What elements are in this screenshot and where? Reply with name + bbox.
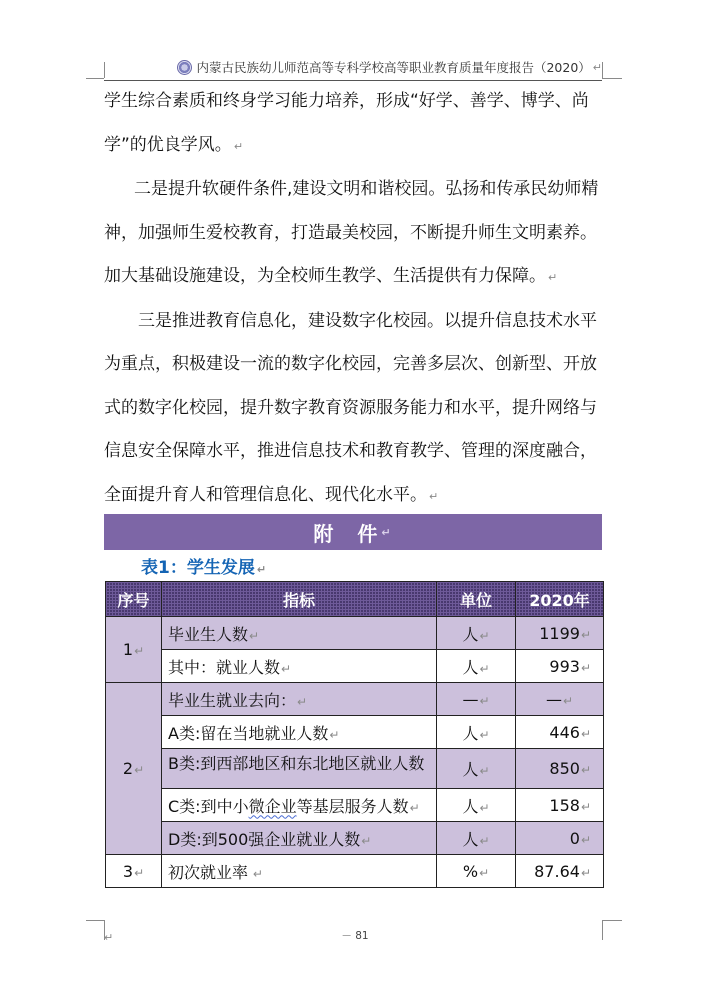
seq-cell: 2↵ (106, 683, 162, 855)
crop-mark-top-left (86, 78, 104, 79)
text-line: 二是提升软硬件条件,建设文明和谐校园。弘扬和传承民幼师精 (134, 179, 599, 199)
indicator-cell: C类:到中小微企业等基层服务人数↵ (162, 789, 437, 822)
table-row (106, 855, 604, 888)
table-row (106, 749, 604, 789)
table-header-row (106, 582, 604, 617)
unit-cell: 人↵ (437, 650, 516, 683)
col-header-indicator: 指标 (162, 582, 437, 617)
footer-mark: ↵ (104, 931, 114, 944)
table-row (106, 789, 604, 822)
indicator-cell: 毕业生人数↵ (162, 617, 437, 650)
crop-mark-bottom-right (602, 920, 622, 921)
spellcheck-underline: 微企业 (248, 796, 297, 816)
value-cell: 158↵ (516, 789, 604, 822)
body-text (104, 80, 604, 518)
school-logo-icon (177, 60, 192, 75)
col-header-seq: 序号 (106, 582, 162, 617)
text-line: 神，加强师生爱校教育，打造最美校园，不断提升师生文明素养。 (104, 222, 597, 243)
indicator-cell: B类:到西部地区和东北地区就业人数 (162, 749, 437, 789)
paragraph-mark: ↵ (592, 60, 602, 74)
crop-mark-top-right (602, 78, 622, 79)
unit-cell: —↵ (437, 683, 516, 716)
seq-cell: 3↵ (106, 855, 162, 888)
crop-mark-top-right (602, 62, 603, 78)
text-line: 为重点，积极建设一流的数字化校园，完善多层次、创新型、开放 (104, 354, 597, 374)
unit-cell: 人↵ (437, 716, 516, 749)
value-cell: 87.64↵ (516, 855, 604, 888)
text-line: 学生综合素质和终身学习能力培养，形成“好学、善学、博学、尚 (104, 91, 589, 111)
crop-mark-bottom-left (86, 920, 104, 921)
appendix-banner: 附 件 ↵ (104, 514, 602, 550)
student-development-table (105, 581, 604, 888)
unit-cell: 人↵ (437, 749, 516, 789)
page-header (104, 58, 602, 76)
text-line: 学”的优良学风。 ↵ (104, 134, 244, 155)
seq-cell: 1↵ (106, 617, 162, 683)
indicator-cell: 毕业生就业去向：↵ (162, 683, 437, 716)
value-cell: 0↵ (516, 822, 604, 855)
text-line: 加大基础设施建设，为全校师生教学、生活提供有力保障。 ↵ (104, 266, 558, 286)
header-title: 内蒙古民族幼儿师范高等专科学校高等职业教育质量年度报告（2020） (196, 60, 591, 75)
value-cell: —↵ (516, 683, 604, 716)
table-row (106, 716, 604, 749)
table-row (106, 650, 604, 683)
value-cell: 850↵ (516, 749, 604, 789)
text-line: 信息安全保障水平，推进信息技术和教育教学、管理的深度融合， (104, 441, 597, 461)
value-cell: 993↵ (516, 650, 604, 683)
text-line: 三是推进教育信息化，建设数字化校园。以提升信息技术水平 (138, 310, 597, 331)
value-cell: 446↵ (516, 716, 604, 749)
table-row (106, 683, 604, 716)
indicator-cell: D类:到500强企业就业人数↵ (162, 822, 437, 855)
page-number: － 81 (341, 930, 369, 942)
col-header-unit: 单位 (437, 582, 516, 617)
text-line: 式的数字化校园，提升数字教育资源服务能力和水平，提升网络与 (104, 397, 597, 418)
table-caption: 表1：学生发展 ↵ (141, 558, 267, 578)
indicator-cell: 初次就业率 ↵ (162, 855, 437, 888)
unit-cell: 人↵ (437, 789, 516, 822)
table-row (106, 617, 604, 650)
value-cell: 1199↵ (516, 617, 604, 650)
unit-cell: 人↵ (437, 617, 516, 650)
appendix-title: 附 件 (313, 521, 380, 546)
text-line: 全面提升育人和管理信息化、现代化水平。 ↵ (104, 484, 439, 505)
indicator-cell: A类:留在当地就业人数↵ (162, 716, 437, 749)
unit-cell: 人↵ (437, 822, 516, 855)
col-header-year: 2020年 (516, 582, 604, 617)
table-row (106, 822, 604, 855)
indicator-cell: 其中：就业人数↵ (162, 650, 437, 683)
unit-cell: %↵ (437, 855, 516, 888)
